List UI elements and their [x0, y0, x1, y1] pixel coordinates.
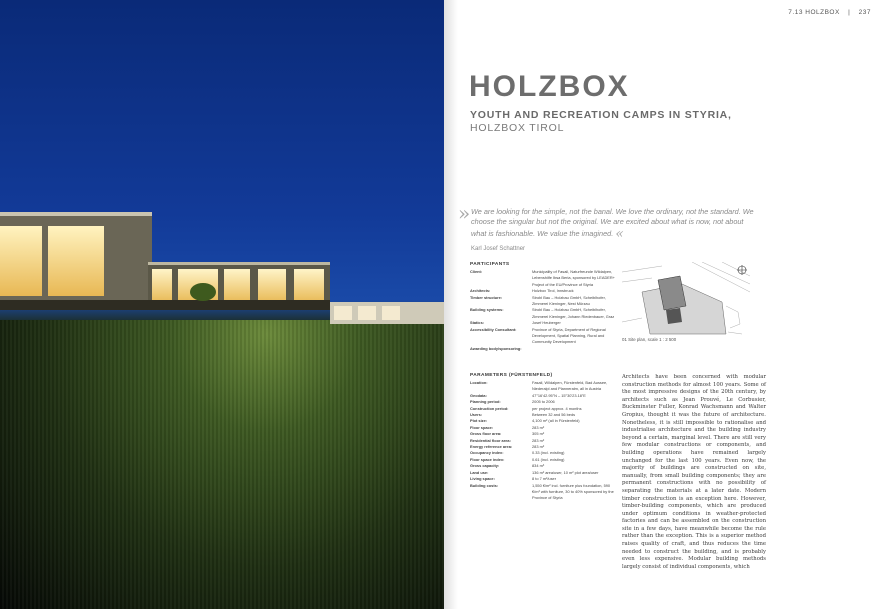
row-label: Building costs: [470, 482, 499, 488]
row-label: Building systems: [470, 307, 504, 313]
running-head: 7.13 HOLZBOX | 237 [788, 9, 871, 16]
row-value: 0.61 (incl. existing) [532, 456, 565, 462]
pull-quote [458, 201, 758, 252]
quote-open-icon: » [458, 201, 471, 225]
table-row [470, 269, 618, 288]
row-label: Construction period: [470, 405, 509, 411]
page-title: HOLZBOX [469, 70, 630, 103]
row-label: Living space: [470, 476, 495, 482]
shrub [190, 283, 216, 301]
row-label: Land use: [470, 469, 489, 475]
row-value: Municipality of Fasail, Naturfreunde Wildalpen, Lebenshilfe Ibsa Beria, sponsored by LEADER+ Project of the EU/Province of Styria [532, 269, 615, 287]
row-label: Floor space index: [470, 456, 505, 462]
building-deck [0, 300, 330, 310]
section-number: 7.13 [788, 9, 803, 16]
row-label: Gross capacity: [470, 463, 500, 469]
table-row [470, 380, 618, 393]
row-label: Energy reference area: [470, 444, 513, 450]
quote-text: We are looking for the simple, not the banal. We love the ordinary, not the standard. We choose the singular but not the original. We are excited about what is now, not about what is fashionable. We value the imagined. [471, 207, 754, 238]
quote-close-icon: « [615, 226, 624, 242]
row-value: 0.33 (incl. existing) [532, 450, 565, 456]
row-label: Occupancy index: [470, 450, 504, 456]
site-plan-existing-building [666, 308, 682, 324]
row-label: Location: [470, 380, 488, 385]
row-value: 283 m² [532, 424, 545, 430]
row-label: Architects: [470, 288, 491, 294]
row-value: 1,550 €/m² incl. furniture plus foundation, 590 €/m³ with furniture, 30 to 40% sponsored by the Province of Styria [532, 482, 614, 501]
participants-heading: PARTICIPANTS [470, 262, 510, 267]
row-value: Strobl Bau – Holzbau GmbH, Scheiblhofer, Zimmerei Kieninger, Nest Mürzau [532, 294, 606, 307]
row-label: Gross floor area: [470, 431, 502, 437]
row-value: 283 m² [532, 437, 545, 443]
row-value: 4,100 m² (all in Fürstenfeld) [532, 418, 580, 424]
building-volume-middle [148, 262, 330, 304]
section-name: HOLZBOX [805, 9, 840, 16]
row-label: Statics: [470, 320, 485, 326]
row-value: 283 m² [532, 444, 545, 450]
participants-table [470, 262, 618, 352]
building-volume-right [330, 302, 444, 324]
row-label: Users: [470, 412, 483, 418]
row-value: 305 m² [532, 431, 545, 437]
body-text: Architects have been concerned with modular construction methods for almost 100 years. Some of the most impressive designs of the 20th century, by architects such as Jean Prouvé, Le Corbusier, Buckminster Fuller, Konrad Wachsmann and Walter Gropius, thought it was the future of architecture. Nonetheless, it is still impossible to rationalise and industrialise architecture and the building industry beyond a certain, marginal level. There are still very few modular constructions or components, and building operations have remained largely unchanged for the last 100 years. Even now, the majority of buildings are constructed on site, manually, from small building components; they are permanent constructions with no possibility of separating the materials at a later date. Modern timber construction is an exception here. However, timber-building components, which are produced under optimum conditions in weather-protected factories and can be assembled on the construction site in a few days, have meanwhile become the rule rather than the exception. This is a superior method raises quality of craft, and thus reduces the time needed to construct the building, and is probably even less expensive. Modular building methods largely consist of individual components, which [622, 374, 766, 570]
row-value: 8 to 7 m²/user [532, 476, 557, 482]
row-value: 47°16'42.95"N – 15°30'23.18"E [532, 392, 586, 398]
site-plan-caption: 01 Site plan, scale 1 : 2 500 [622, 337, 677, 342]
table-row [470, 483, 618, 502]
row-label: Accessibility Consultant: [470, 326, 517, 332]
row-value: Province of Styria, Department of Regional Development, Spatial Planning, Rural and Community Development [532, 326, 606, 345]
row-label: Awarding body/sponsoring: [470, 345, 522, 351]
row-value: Holzbox Tirol, Innsbruck [532, 288, 574, 294]
row-label: Plot size: [470, 418, 488, 424]
row-value [532, 346, 618, 352]
row-value: Strobl Bau – Holzbau GmbH, Scheiblhofer, Zimmerei Kieninger, Johann Riedenbauer, Graz [532, 307, 615, 319]
row-value: 834 m³ [532, 463, 545, 469]
row-value: 2005 to 2006 [532, 399, 555, 405]
row-value: 136 m² area/user, 10 m² plot area/user [532, 469, 599, 475]
quote-author: Karl Josef Schattner [471, 246, 526, 252]
site-plan-drawing [622, 262, 750, 336]
table-row [470, 295, 618, 308]
table-row [470, 307, 618, 320]
row-label: Floor space: [470, 424, 494, 430]
row-value: Fasail, Wildalpen, Fürstenfeld, Bad Aussee, Niederalpl and Planneralm, all in Austria [532, 380, 608, 392]
row-value: Between 32 and 56 beds [532, 412, 576, 418]
row-label: Client: [470, 269, 483, 274]
parameters-heading: PARAMETERS (FÜRSTENFELD) [470, 373, 553, 378]
row-label: Geodata: [470, 392, 487, 398]
page-subtitle-architect: HOLZBOX TIROL [470, 122, 565, 134]
row-label: Planning period: [470, 399, 501, 405]
building-volume-left [0, 212, 152, 302]
table-row [470, 346, 618, 352]
parameters-table [470, 373, 618, 502]
row-value: per project approx. 4 months [532, 405, 582, 411]
row-value: Josef Heuberger [532, 320, 561, 326]
page-number: 237 [858, 9, 871, 16]
table-row [470, 327, 618, 346]
row-label: Residential floor area: [470, 437, 511, 443]
page-subtitle: YOUTH AND RECREATION CAMPS IN STYRIA, [470, 109, 732, 121]
text-page [444, 0, 887, 609]
row-label: Timber structure: [470, 294, 503, 300]
